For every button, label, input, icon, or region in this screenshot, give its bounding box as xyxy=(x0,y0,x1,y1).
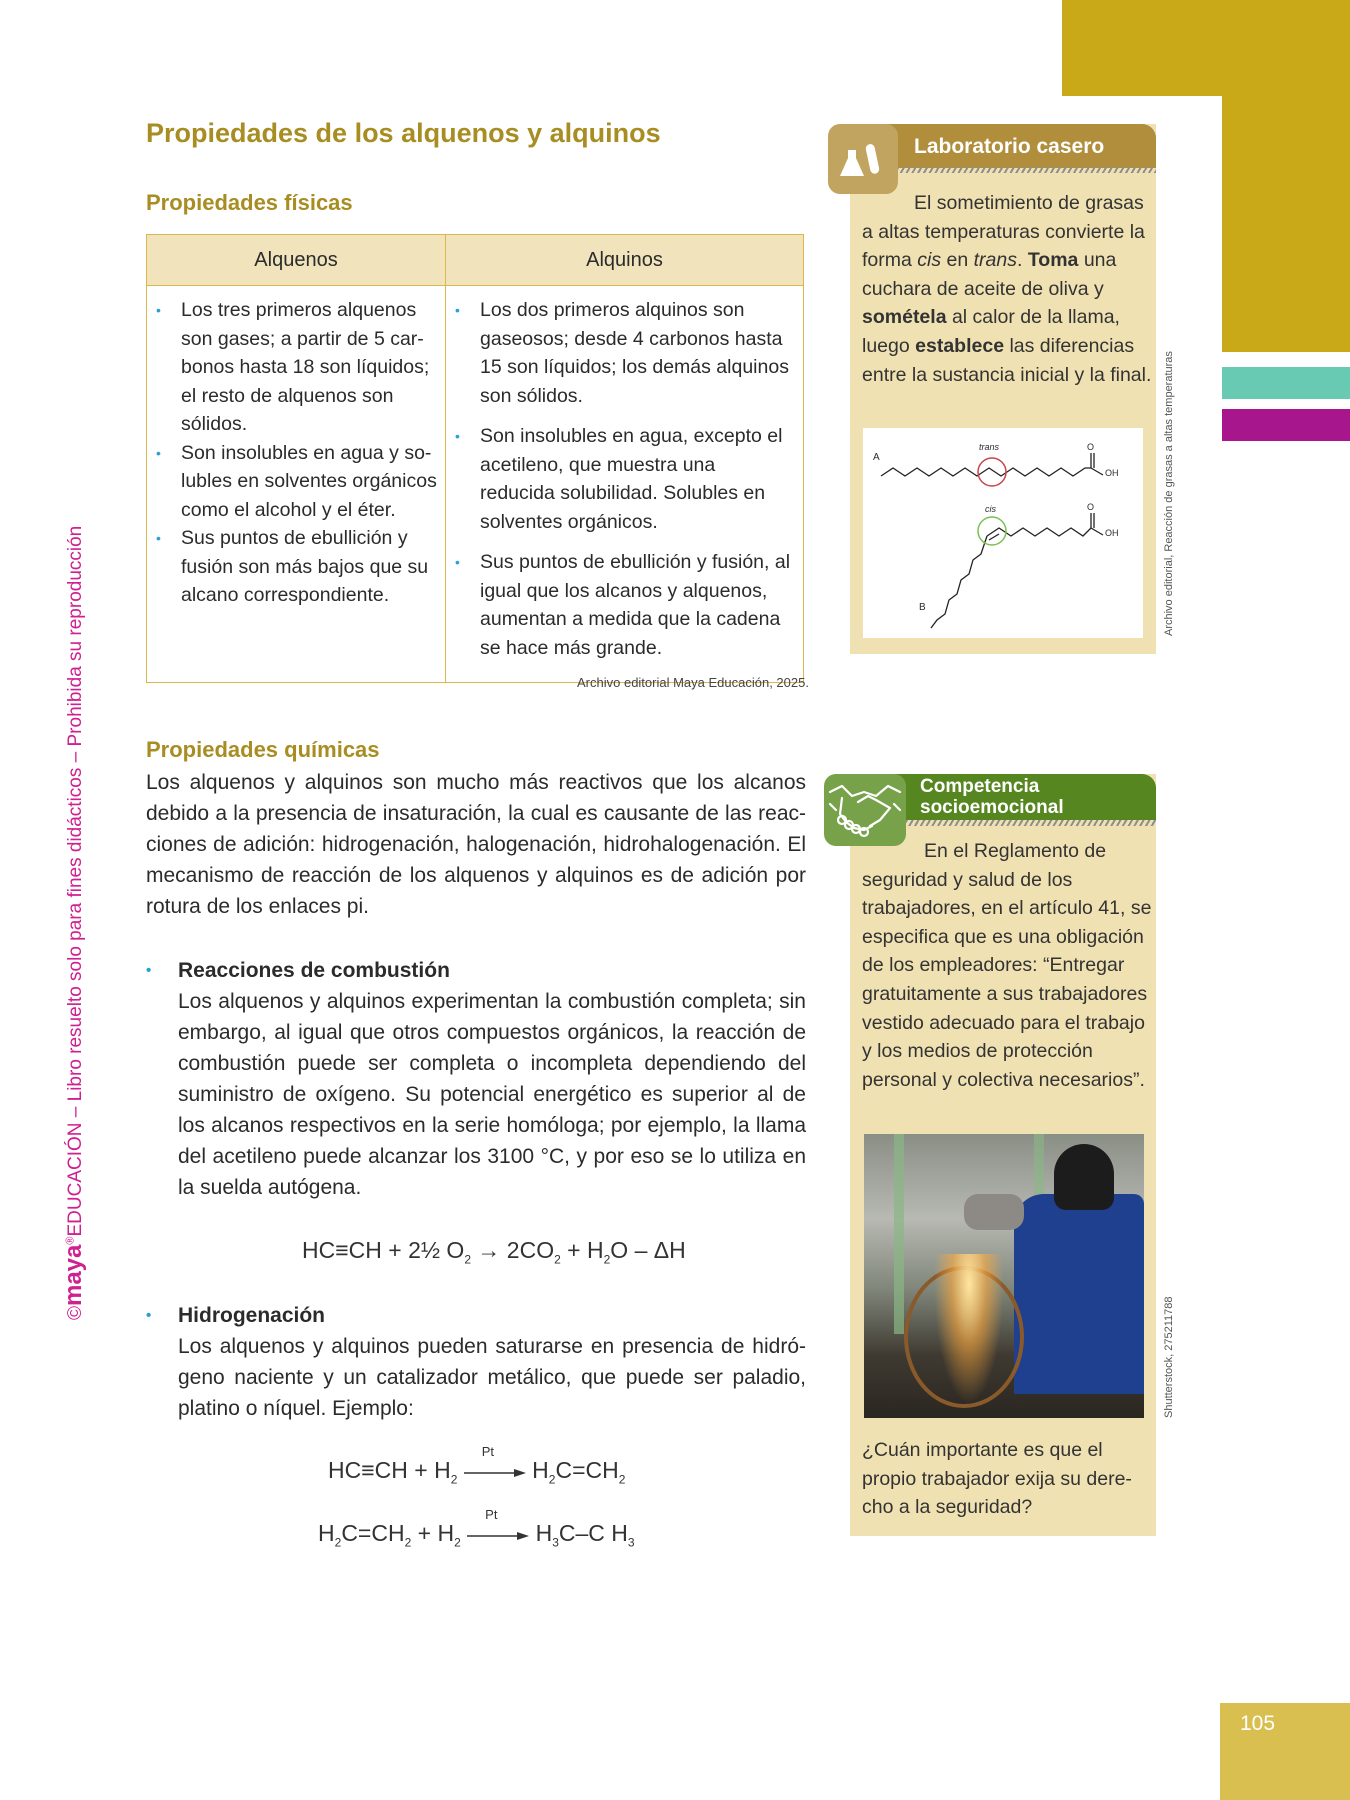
brand-logo: maya xyxy=(60,1244,87,1306)
alquenos-cell xyxy=(147,286,446,683)
lab-box-title: Laboratorio casero xyxy=(914,135,1105,158)
welder-photo xyxy=(864,1134,1144,1418)
hatch-divider xyxy=(900,820,1156,826)
flask-icon xyxy=(828,124,898,194)
lab-box-text: El sometimiento de grasas a altas temperaturas convierte la forma cis en trans. Toma una cuchara de aceite de oliva y sométela al calor de la llama, luego establece las diferencias entre la sustancia inicial y la final. xyxy=(862,192,1152,386)
catalyst-arrow: Pt xyxy=(467,1525,529,1545)
list-item: • Los dos primeros alquinos son gaseosos; desde 4 carbonos hasta 15 son líquidos; los demás alquinos son sólidos. xyxy=(480,296,795,410)
table-header-alquenos: Alquenos xyxy=(147,235,446,286)
decorative-teal-bar xyxy=(1222,367,1350,399)
competencia-title-line1: Competencia xyxy=(920,776,1040,797)
table-header-alquinos: Alquinos xyxy=(446,235,804,286)
alquinos-cell xyxy=(446,286,804,683)
lab-figure-credit: Archivo editorial, Reacción de grasas a altas temperaturas xyxy=(1163,351,1175,636)
list-item: • Son insolubles en agua, excepto el acetileno, que muestra una reducida solubilidad. Solubles en solventes orgánicos. xyxy=(480,422,795,536)
competencia-question: ¿Cuán importante es que el propio trabajador exija su dere-cho a la seguridad? xyxy=(862,1439,1132,1519)
chemical-properties-heading: Propiedades químicas xyxy=(146,737,380,762)
page-number: 105 xyxy=(1240,1712,1276,1735)
physical-properties-heading: Propiedades físicas xyxy=(146,190,353,215)
copyright-symbol: © xyxy=(65,1306,86,1320)
decorative-magenta-bar xyxy=(1222,409,1350,441)
competencia-text: En el Reglamento de seguridad y salud de los trabajadores, en el artículo 41, se especifica que es una obligación de los empleadores: “Entregar gratuitamente a sus trabajadores vestido adecuado para el trabajo y los medios de protección personal y colectiva necesarios”. xyxy=(862,840,1152,1091)
list-item: • Sus puntos de ebullición y fusión son más bajos que su alcano correspondiente. xyxy=(181,524,437,610)
competencia-title-line2: socioemocional xyxy=(920,797,1064,818)
registered-mark: ® xyxy=(64,1236,77,1245)
combustion-body: Los alquenos y alquinos experimentan la combustión completa; sin embargo, al igual que otros compuestos orgánicos, la reacción de combustión puede ser completa o incompleta dependiendo del suministro de oxígeno. Su potencial energético es superior al de los alcanos respectivos en la serie homóloga; por ejemplo, la llama del acetileno puede alcanzar los 3100 °C, y por eso se lo utiliza en la suelda autógena. xyxy=(178,990,806,1199)
side-copyright xyxy=(60,480,88,1320)
combustion-section xyxy=(146,955,806,1203)
list-item: • Son insolubles en agua y so-lubles en solventes orgánicos como el alcohol y el éter. xyxy=(181,439,437,525)
hydrogenation-equation-2: $H_2C=CH_2 + H_2$ Pt $H_3C-C$ $H_3$ xyxy=(318,1506,635,1550)
table-credit: Archivo editorial Maya Educación, 2025. xyxy=(577,675,809,690)
combustion-equation: HC≡CH + 2½ $O_2 \to 2CO_2 + H_2O - \Delta H$ xyxy=(302,1237,686,1267)
page-title: Propiedades de los alquenos y alquinos xyxy=(146,118,661,148)
hydrogenation-body: Los alquenos y alquinos pueden saturarse en presencia de hidró-geno naciente y un catalizador metálico, que puede ser paladio, platino o níquel. Ejemplo: xyxy=(178,1335,806,1420)
hydrogenation-section xyxy=(146,1300,806,1424)
hydrogenation-equation-1: $HC\equiv CH + H_2$ Pt $H_2C=CH_2$ xyxy=(328,1443,626,1487)
copyright-text: EDUCACIÓN – Libro resuelto solo para fines didácticos – Prohibida su reproducción xyxy=(65,525,86,1237)
properties-table xyxy=(146,234,804,683)
catalyst-arrow: Pt xyxy=(464,1462,526,1482)
list-item: • Los tres primeros alquenos son gases; a partir de 5 car-bonos hasta 18 son líquidos; el resto de alquenos son sólidos. xyxy=(181,296,437,439)
combustion-heading: • Reacciones de combustión xyxy=(146,955,806,986)
hydrogenation-heading: • Hidrogenación xyxy=(146,1300,806,1331)
handshake-icon xyxy=(824,774,906,846)
fatty-acid-diagram: A trans O OH cis O OH B xyxy=(863,428,1143,638)
decorative-gold-side-block xyxy=(1222,0,1350,352)
photo-credit: Shutterstock, 275211788 xyxy=(1163,1296,1175,1418)
list-item: • Sus puntos de ebullición y fusión, al igual que los alcanos y alquenos, aumentan a medida que la cadena se hace más grande. xyxy=(480,548,795,662)
chemical-intro-paragraph: Los alquenos y alquinos son mucho más reactivos que los alcanos debido a la presencia de insaturación, la cual es causante de las reac-ciones de adición: hidrogenación, halogenación, hidrohalogenación. El mecanismo de reacción de los alquenos y alquinos es de adición por rotura de los enlaces pi. xyxy=(146,771,806,918)
hatch-divider xyxy=(880,167,1156,173)
